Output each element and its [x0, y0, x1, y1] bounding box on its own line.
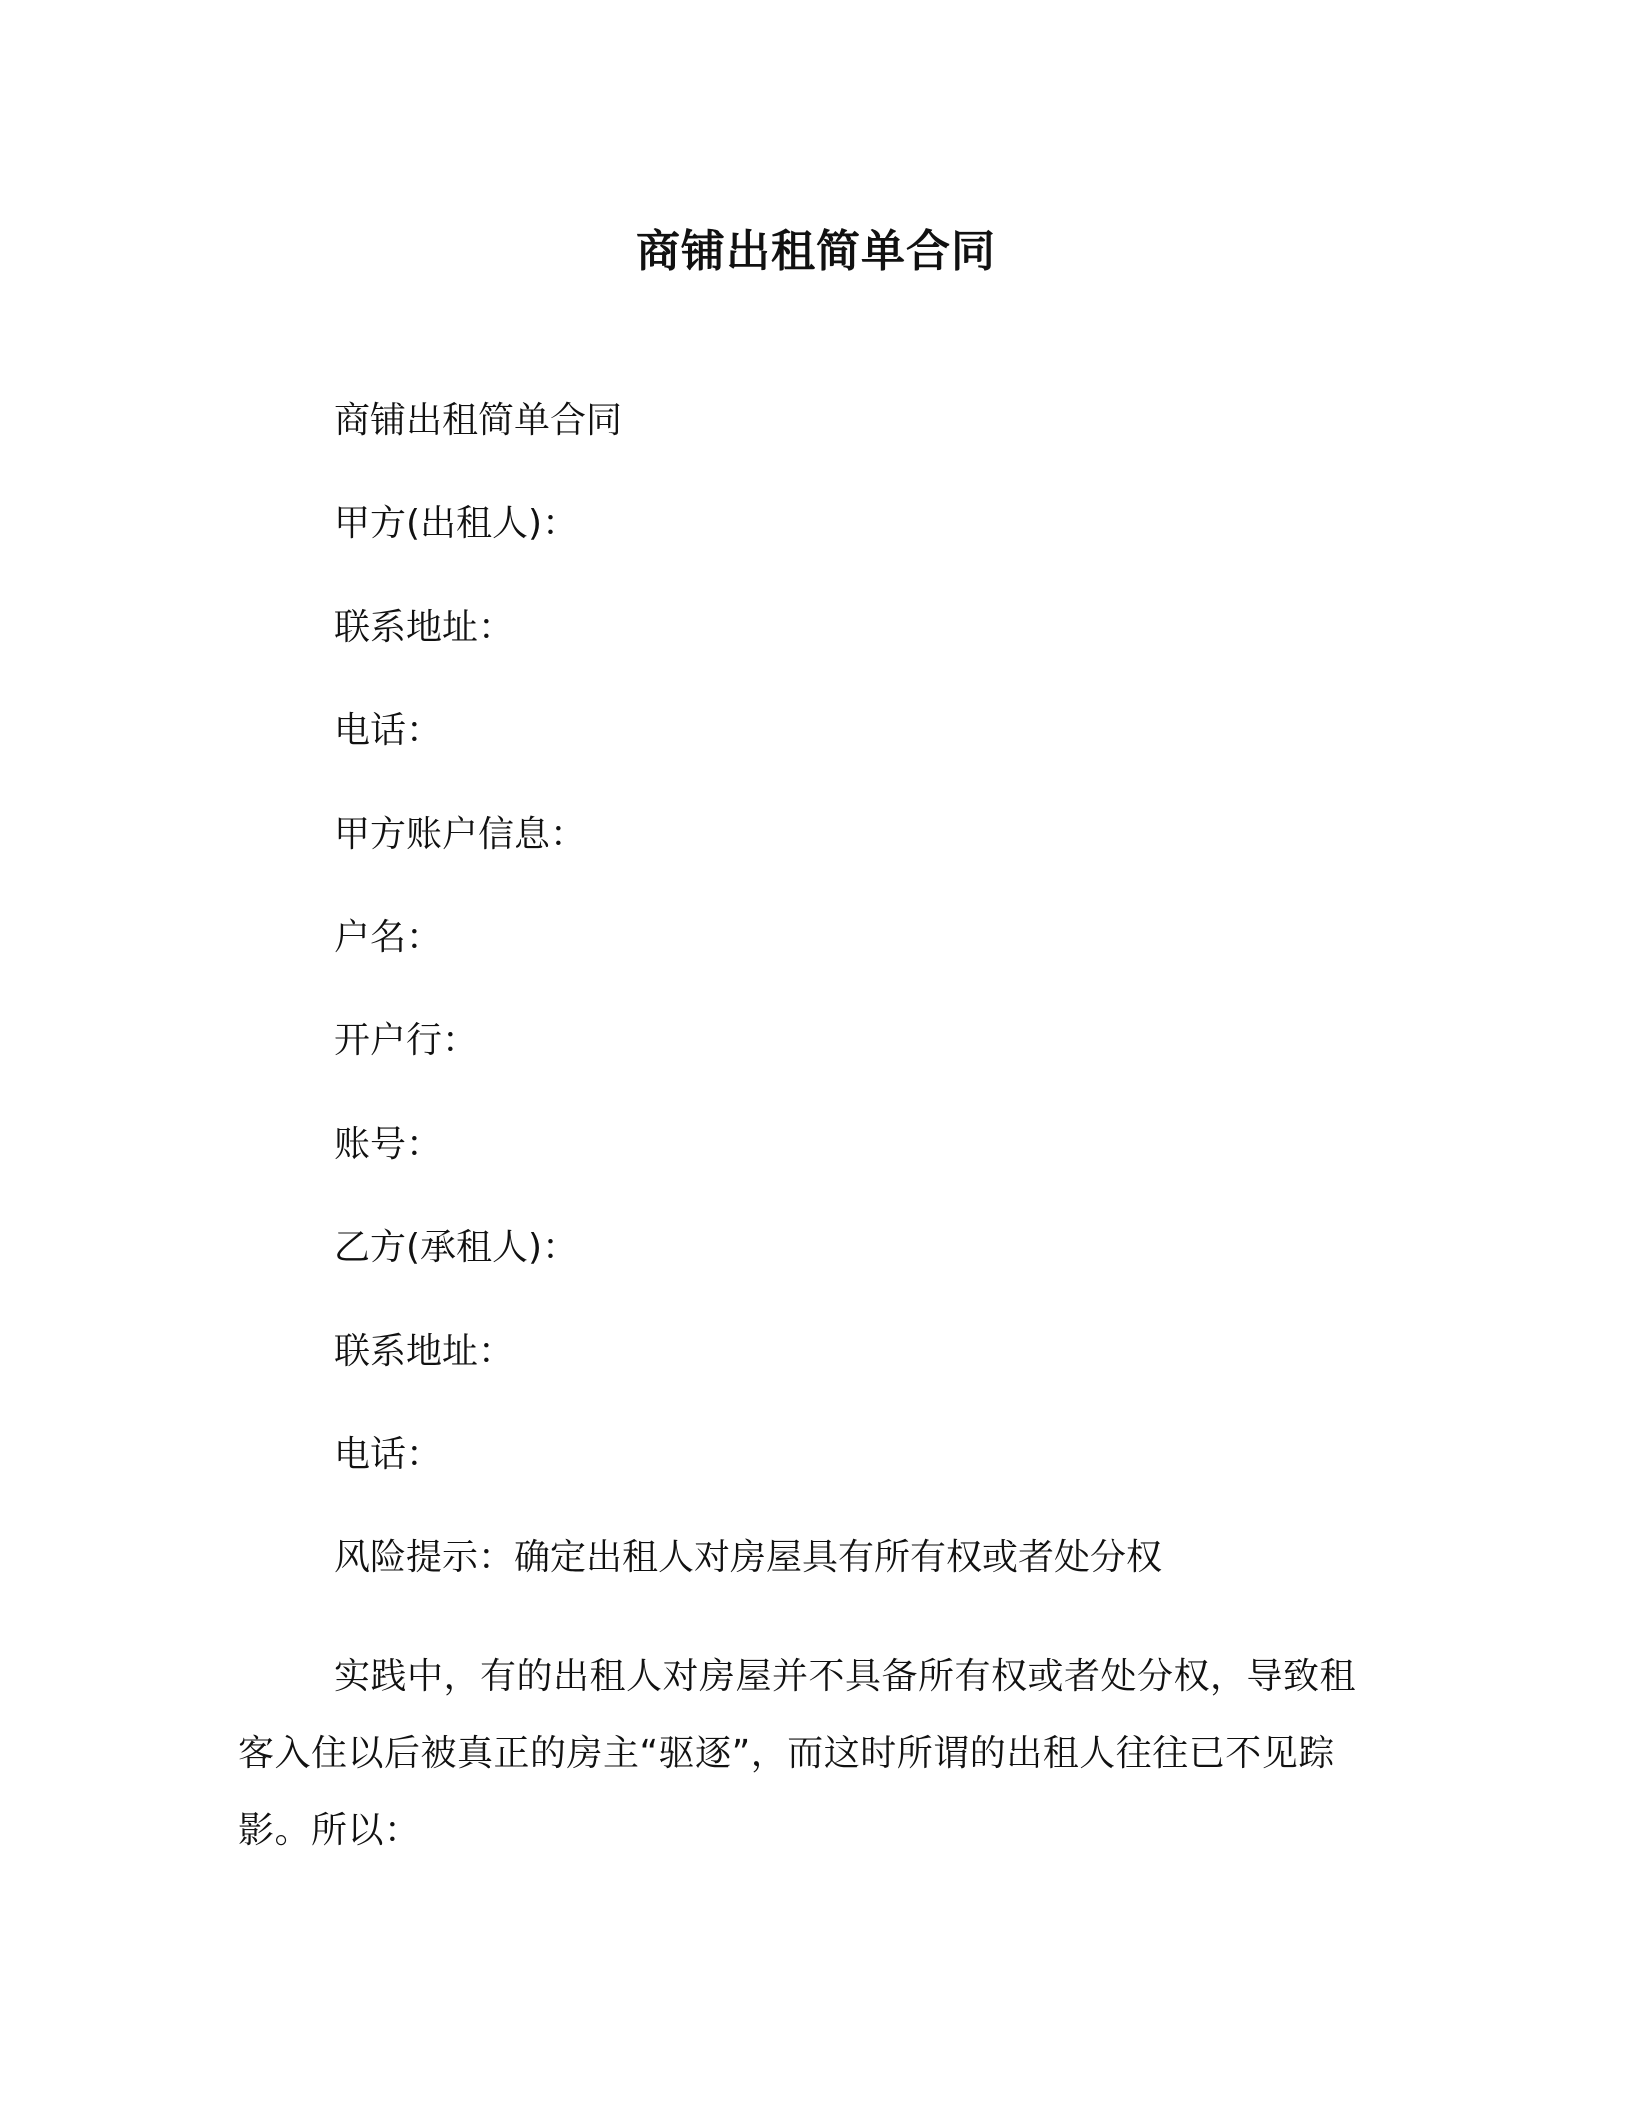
risk-notice-heading: 风险提示：确定出租人对房屋具有所有权或者处分权: [334, 1537, 1163, 1578]
party-a-address-label: 联系地址：: [334, 607, 515, 648]
party-a-account-info-label: 甲方账户信息：: [334, 814, 587, 855]
party-b-label: 乙方(承租人)：: [334, 1227, 579, 1268]
party-b-address-label: 联系地址：: [334, 1331, 515, 1372]
account-name-label: 户名：: [334, 917, 443, 958]
subtitle-line: 商铺出租简单合同: [334, 400, 623, 441]
party-b-phone-label: 电话：: [334, 1434, 443, 1475]
account-number-label: 账号：: [334, 1124, 443, 1165]
risk-explanation-paragraph: 实践中，有的出租人对房屋并不具备所有权或者处分权，导致租客入住以后被真正的房主“驱逐”，而这时所谓的出租人往往已不见踪影。所以：: [238, 1656, 1357, 1851]
document-title: 商铺出租简单合同: [636, 226, 996, 277]
bank-label: 开户行：: [334, 1020, 479, 1061]
party-a-phone-label: 电话：: [334, 710, 443, 751]
party-a-label: 甲方(出租人)：: [334, 503, 579, 544]
